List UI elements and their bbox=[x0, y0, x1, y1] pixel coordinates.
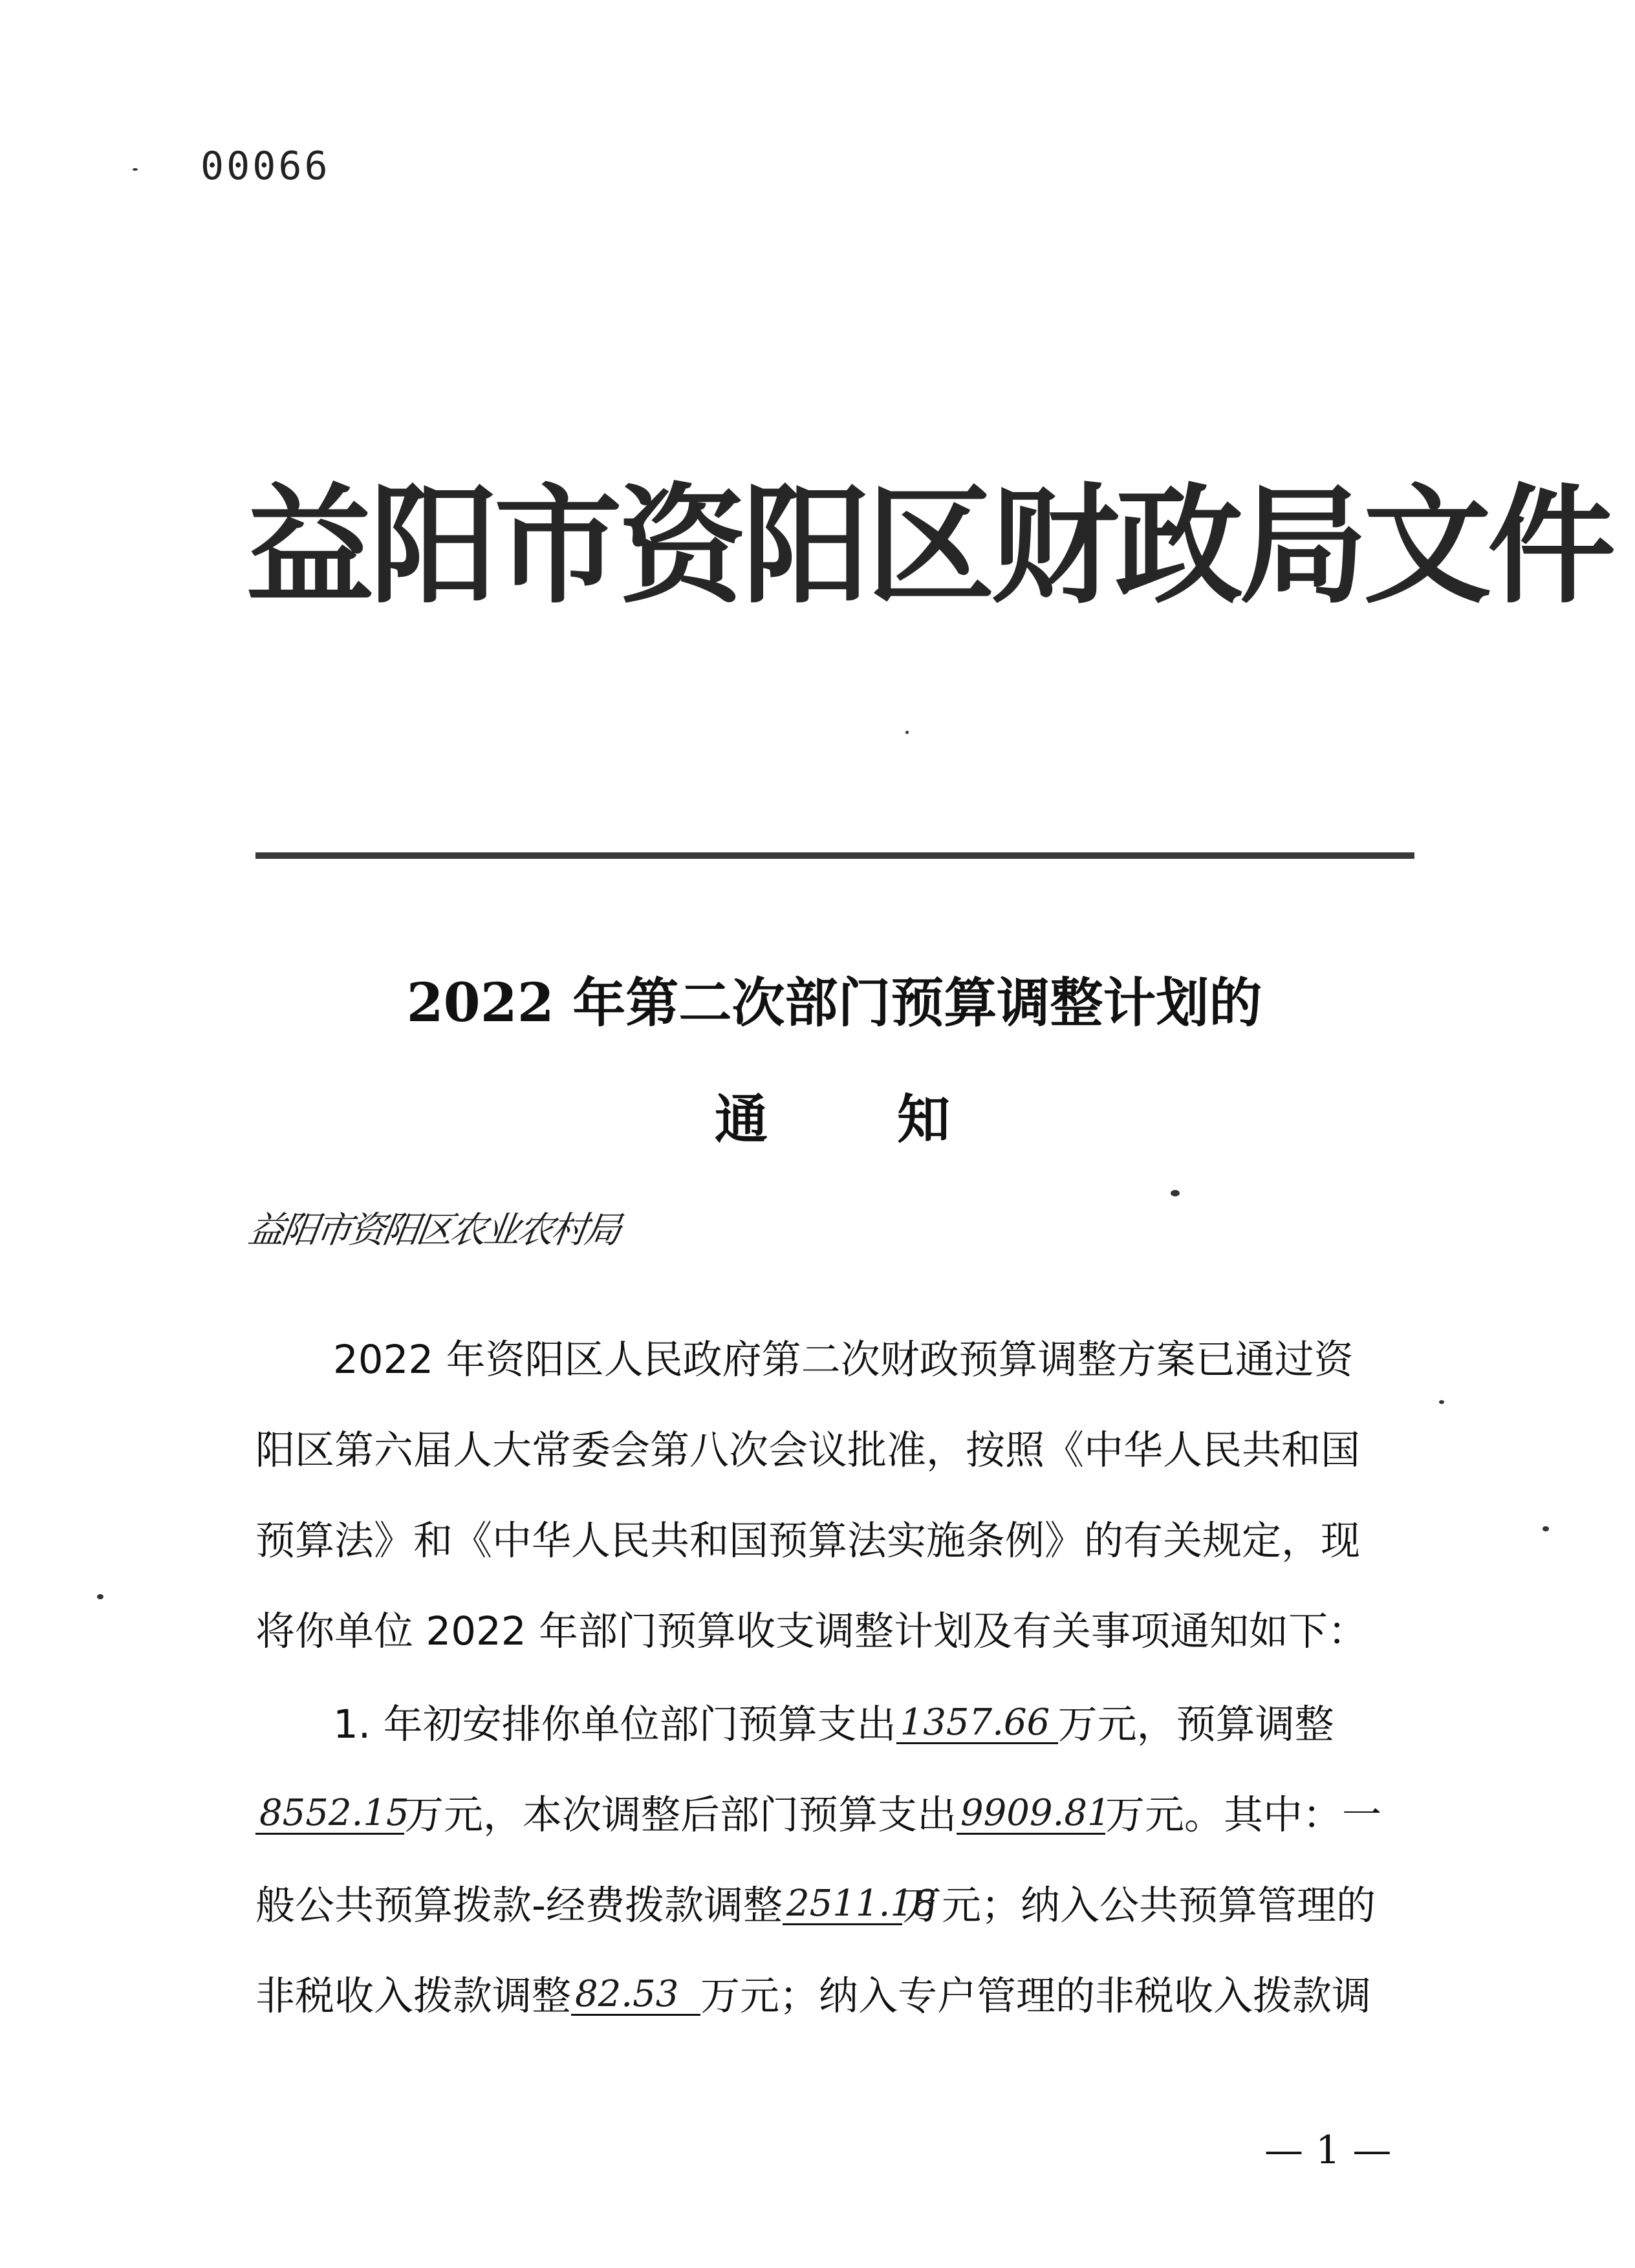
scan-speck bbox=[1439, 1400, 1444, 1404]
scan-speck bbox=[97, 1594, 103, 1599]
header-divider bbox=[255, 852, 1414, 859]
adjustment-blank bbox=[255, 1792, 409, 1835]
issuer-header: 益阳市资阳区财政局文件 bbox=[246, 470, 1612, 621]
scan-speck bbox=[1543, 1526, 1549, 1531]
item1-line1 bbox=[255, 1701, 1510, 1747]
adjusted-total-blank bbox=[957, 1792, 1110, 1835]
item1-text-g: 万元；纳入专户管理的非税收入拨款调 bbox=[700, 1973, 1372, 2019]
recipient-handwritten: 益阳市资阳区农业农村局 bbox=[245, 1209, 622, 1251]
item1-text-b: 万元，本次调整后部门预算支出 bbox=[404, 1792, 957, 1838]
item1-text-f: 非税收入拨款调整 bbox=[255, 1973, 572, 2019]
item1-line3 bbox=[255, 1883, 1433, 1928]
paragraph-line: 将你单位 2022 年部门预算收支调整计划及有关事项通知如下： bbox=[255, 1608, 1368, 1654]
item1-line4 bbox=[255, 1973, 1433, 2019]
item1-text-d: 般公共预算拨款-经费拨款调整 bbox=[255, 1883, 783, 1928]
nontax-public-value: 82.53 bbox=[575, 1973, 679, 2015]
notice-title: 2022 年第二次部门预算调整计划的 bbox=[406, 972, 1262, 1034]
paragraph-line: 预算法》和《中华人民共和国预算法实施条例》的有关规定，现 bbox=[255, 1518, 1361, 1564]
document-serial-number: 00066 bbox=[200, 144, 330, 189]
paragraph-line: 2022 年资阳区人民政府第二次财政预算调整方案已通过资 bbox=[333, 1337, 1354, 1383]
scan-speck bbox=[905, 731, 909, 734]
item1-prefix: 1. 年初安排你单位部门预算支出 bbox=[333, 1701, 896, 1747]
scan-speck bbox=[133, 168, 138, 171]
nontax-public-blank bbox=[571, 1974, 700, 2016]
scan-speck bbox=[1171, 1190, 1180, 1196]
initial-budget-blank bbox=[896, 1702, 1058, 1744]
notice-subtitle: 通知 bbox=[715, 1088, 1079, 1150]
item1-text-e: 万元；纳入公共预算管理的 bbox=[902, 1883, 1376, 1928]
initial-budget-value: 1357.66 bbox=[900, 1701, 1050, 1744]
paragraph-line: 阳区第六届人大常委会第八次会议批准，按照《中华人民共和国 bbox=[255, 1427, 1361, 1473]
adjustment-value: 8552.15 bbox=[259, 1792, 409, 1834]
adjusted-total-value: 9909.81 bbox=[960, 1792, 1110, 1834]
item1-text-c: 万元。其中：一 bbox=[1105, 1792, 1382, 1838]
item1-unit-a: 万元，预算调整 bbox=[1057, 1701, 1334, 1747]
item1-line2 bbox=[255, 1792, 1433, 1838]
general-fund-blank bbox=[783, 1883, 937, 1925]
page-number: — 1 — bbox=[1264, 2128, 1392, 2173]
general-fund-value: 2511.18 bbox=[786, 1883, 937, 1925]
